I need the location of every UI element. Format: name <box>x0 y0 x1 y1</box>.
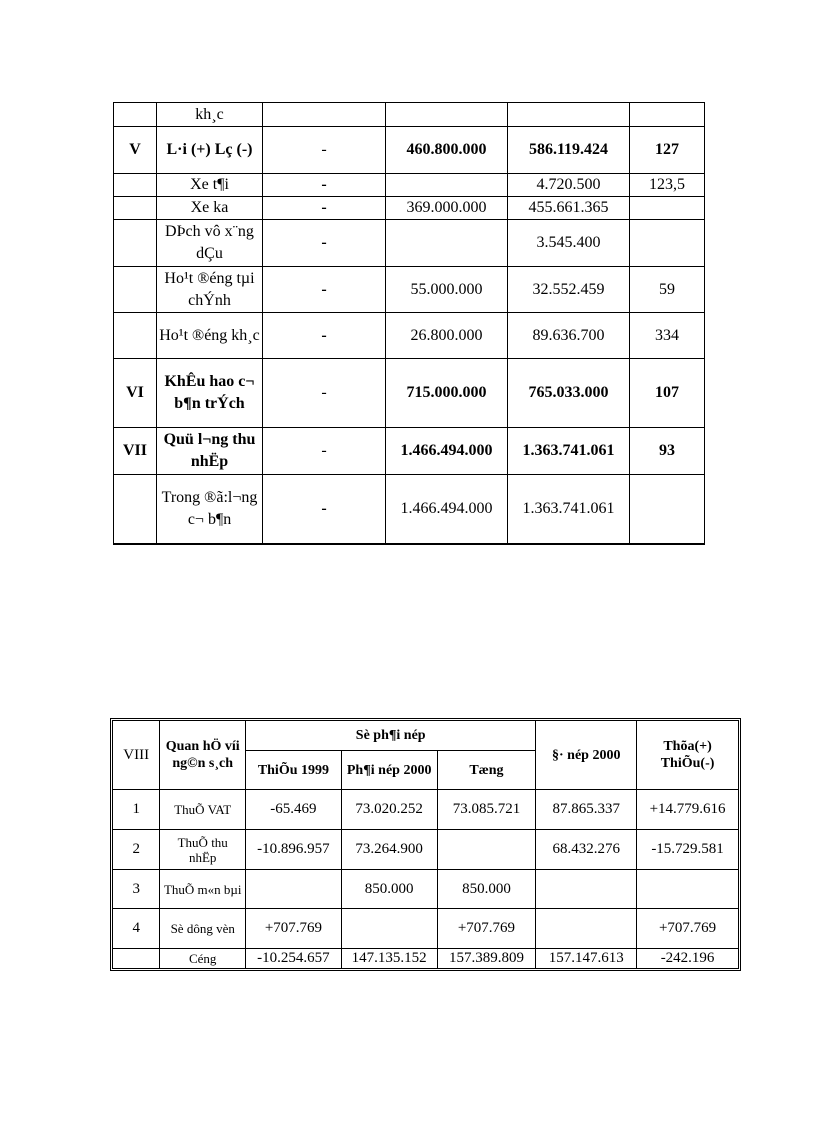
row-c4: 1.466.494.000 <box>386 475 508 544</box>
total-header: Tæng <box>437 751 536 790</box>
total-deficit-1999: -10.254.657 <box>246 949 342 969</box>
row-c5: 4.720.500 <box>508 174 630 197</box>
section-number: VIII <box>113 721 160 790</box>
row-c5 <box>508 103 630 127</box>
row-total: 850.000 <box>437 870 536 909</box>
header-row <box>113 721 739 751</box>
table-row <box>113 830 739 870</box>
row-deficit-1999: -10.896.957 <box>246 830 342 870</box>
row-c3: - <box>263 174 386 197</box>
row-section <box>114 174 157 197</box>
table-row <box>114 220 705 267</box>
due-2000-header: Ph¶i nép 2000 <box>341 751 437 790</box>
row-c6 <box>630 475 705 544</box>
row-due-2000 <box>341 909 437 949</box>
row-total: +707.769 <box>437 909 536 949</box>
budget-relations-body <box>113 721 739 969</box>
table-row <box>114 313 705 359</box>
row-c3: - <box>263 428 386 475</box>
row-section: V <box>114 127 157 174</box>
row-c5: 1.363.741.061 <box>508 428 630 475</box>
row-c6 <box>630 103 705 127</box>
row-c5: 1.363.741.061 <box>508 475 630 544</box>
row-name: Sè dông vèn <box>160 909 246 949</box>
table-row <box>114 103 705 127</box>
row-section <box>114 197 157 220</box>
row-label: kh¸c <box>157 103 263 127</box>
row-c6: 334 <box>630 313 705 359</box>
total-row <box>113 949 739 969</box>
row-c6: 123,5 <box>630 174 705 197</box>
row-label: Trong ®ã:l¬ng c¬ b¶n <box>157 475 263 544</box>
row-label: Ho¹t ®éng tµi chÝnh <box>157 267 263 313</box>
row-section <box>114 103 157 127</box>
total-label: Céng <box>160 949 246 969</box>
row-c5: 32.552.459 <box>508 267 630 313</box>
row-c3: - <box>263 475 386 544</box>
row-label: Quü l¬ng thu nhËp <box>157 428 263 475</box>
paid-2000-header: §· nép 2000 <box>536 721 637 790</box>
total-due-2000: 147.135.152 <box>341 949 437 969</box>
row-number: 4 <box>113 909 160 949</box>
row-total <box>437 830 536 870</box>
row-section: VII <box>114 428 157 475</box>
total-total: 157.389.809 <box>437 949 536 969</box>
row-c3: - <box>263 313 386 359</box>
row-c5: 586.119.424 <box>508 127 630 174</box>
amount-due-header: Sè ph¶i nép <box>246 721 536 751</box>
total-paid-2000: 157.147.613 <box>536 949 637 969</box>
row-paid-2000 <box>536 870 637 909</box>
row-due-2000: 850.000 <box>341 870 437 909</box>
row-diff: +707.769 <box>637 909 739 949</box>
row-deficit-1999: -65.469 <box>246 790 342 830</box>
row-c6: 127 <box>630 127 705 174</box>
table-row <box>114 127 705 174</box>
row-diff: -15.729.581 <box>637 830 739 870</box>
row-c5: 89.636.700 <box>508 313 630 359</box>
row-c4: 1.466.494.000 <box>386 428 508 475</box>
row-c3: - <box>263 197 386 220</box>
row-deficit-1999: +707.769 <box>246 909 342 949</box>
row-label: L·i (+) Lç (-) <box>157 127 263 174</box>
row-name: ThuÕ thu nhËp <box>160 830 246 870</box>
row-c3: - <box>263 127 386 174</box>
row-name: ThuÕ VAT <box>160 790 246 830</box>
operating-results-table <box>113 102 705 545</box>
row-label: Ho¹t ®éng kh¸c <box>157 313 263 359</box>
row-name: ThuÕ m«n bµi <box>160 870 246 909</box>
row-due-2000: 73.020.252 <box>341 790 437 830</box>
table-row <box>114 197 705 220</box>
row-c6 <box>630 197 705 220</box>
row-diff <box>637 870 739 909</box>
row-label: Xe ka <box>157 197 263 220</box>
operating-results-body <box>114 103 705 544</box>
table-row <box>114 475 705 544</box>
budget-relations-table <box>112 720 739 969</box>
row-c5: 455.661.365 <box>508 197 630 220</box>
table-row <box>114 428 705 475</box>
row-c5: 3.545.400 <box>508 220 630 267</box>
total-diff: -242.196 <box>637 949 739 969</box>
row-c4 <box>386 220 508 267</box>
row-section <box>114 313 157 359</box>
row-number: 1 <box>113 790 160 830</box>
row-total: 73.085.721 <box>437 790 536 830</box>
table-row <box>113 790 739 830</box>
table-row <box>114 174 705 197</box>
row-c4: 715.000.000 <box>386 359 508 428</box>
total-row-number <box>113 949 160 969</box>
table-row <box>114 267 705 313</box>
row-deficit-1999 <box>246 870 342 909</box>
row-c4: 460.800.000 <box>386 127 508 174</box>
row-label: Xe t¶i <box>157 174 263 197</box>
row-section <box>114 220 157 267</box>
row-label: DÞch vô x¨ng dÇu <box>157 220 263 267</box>
row-c4: 55.000.000 <box>386 267 508 313</box>
table-row <box>114 359 705 428</box>
row-c3: - <box>263 220 386 267</box>
table-row <box>113 870 739 909</box>
row-c6: 93 <box>630 428 705 475</box>
relation-header: Quan hÖ víi ng©n s¸ch <box>160 721 246 790</box>
row-label: KhÊu hao c¬ b¶n trÝch <box>157 359 263 428</box>
row-paid-2000: 68.432.276 <box>536 830 637 870</box>
row-c5: 765.033.000 <box>508 359 630 428</box>
row-c6 <box>630 220 705 267</box>
table-row <box>113 909 739 949</box>
row-c4: 26.800.000 <box>386 313 508 359</box>
row-section <box>114 267 157 313</box>
row-c6: 107 <box>630 359 705 428</box>
row-paid-2000 <box>536 909 637 949</box>
row-c4 <box>386 174 508 197</box>
row-section: VI <box>114 359 157 428</box>
surplus-deficit-header: Thõa(+) ThiÕu(-) <box>637 721 739 790</box>
row-c3 <box>263 103 386 127</box>
row-c4 <box>386 103 508 127</box>
row-c6: 59 <box>630 267 705 313</box>
row-due-2000: 73.264.900 <box>341 830 437 870</box>
row-section <box>114 475 157 544</box>
row-number: 3 <box>113 870 160 909</box>
deficit-1999-header: ThiÕu 1999 <box>246 751 342 790</box>
row-c4: 369.000.000 <box>386 197 508 220</box>
row-diff: +14.779.616 <box>637 790 739 830</box>
row-c3: - <box>263 267 386 313</box>
row-number: 2 <box>113 830 160 870</box>
row-paid-2000: 87.865.337 <box>536 790 637 830</box>
row-c3: - <box>263 359 386 428</box>
